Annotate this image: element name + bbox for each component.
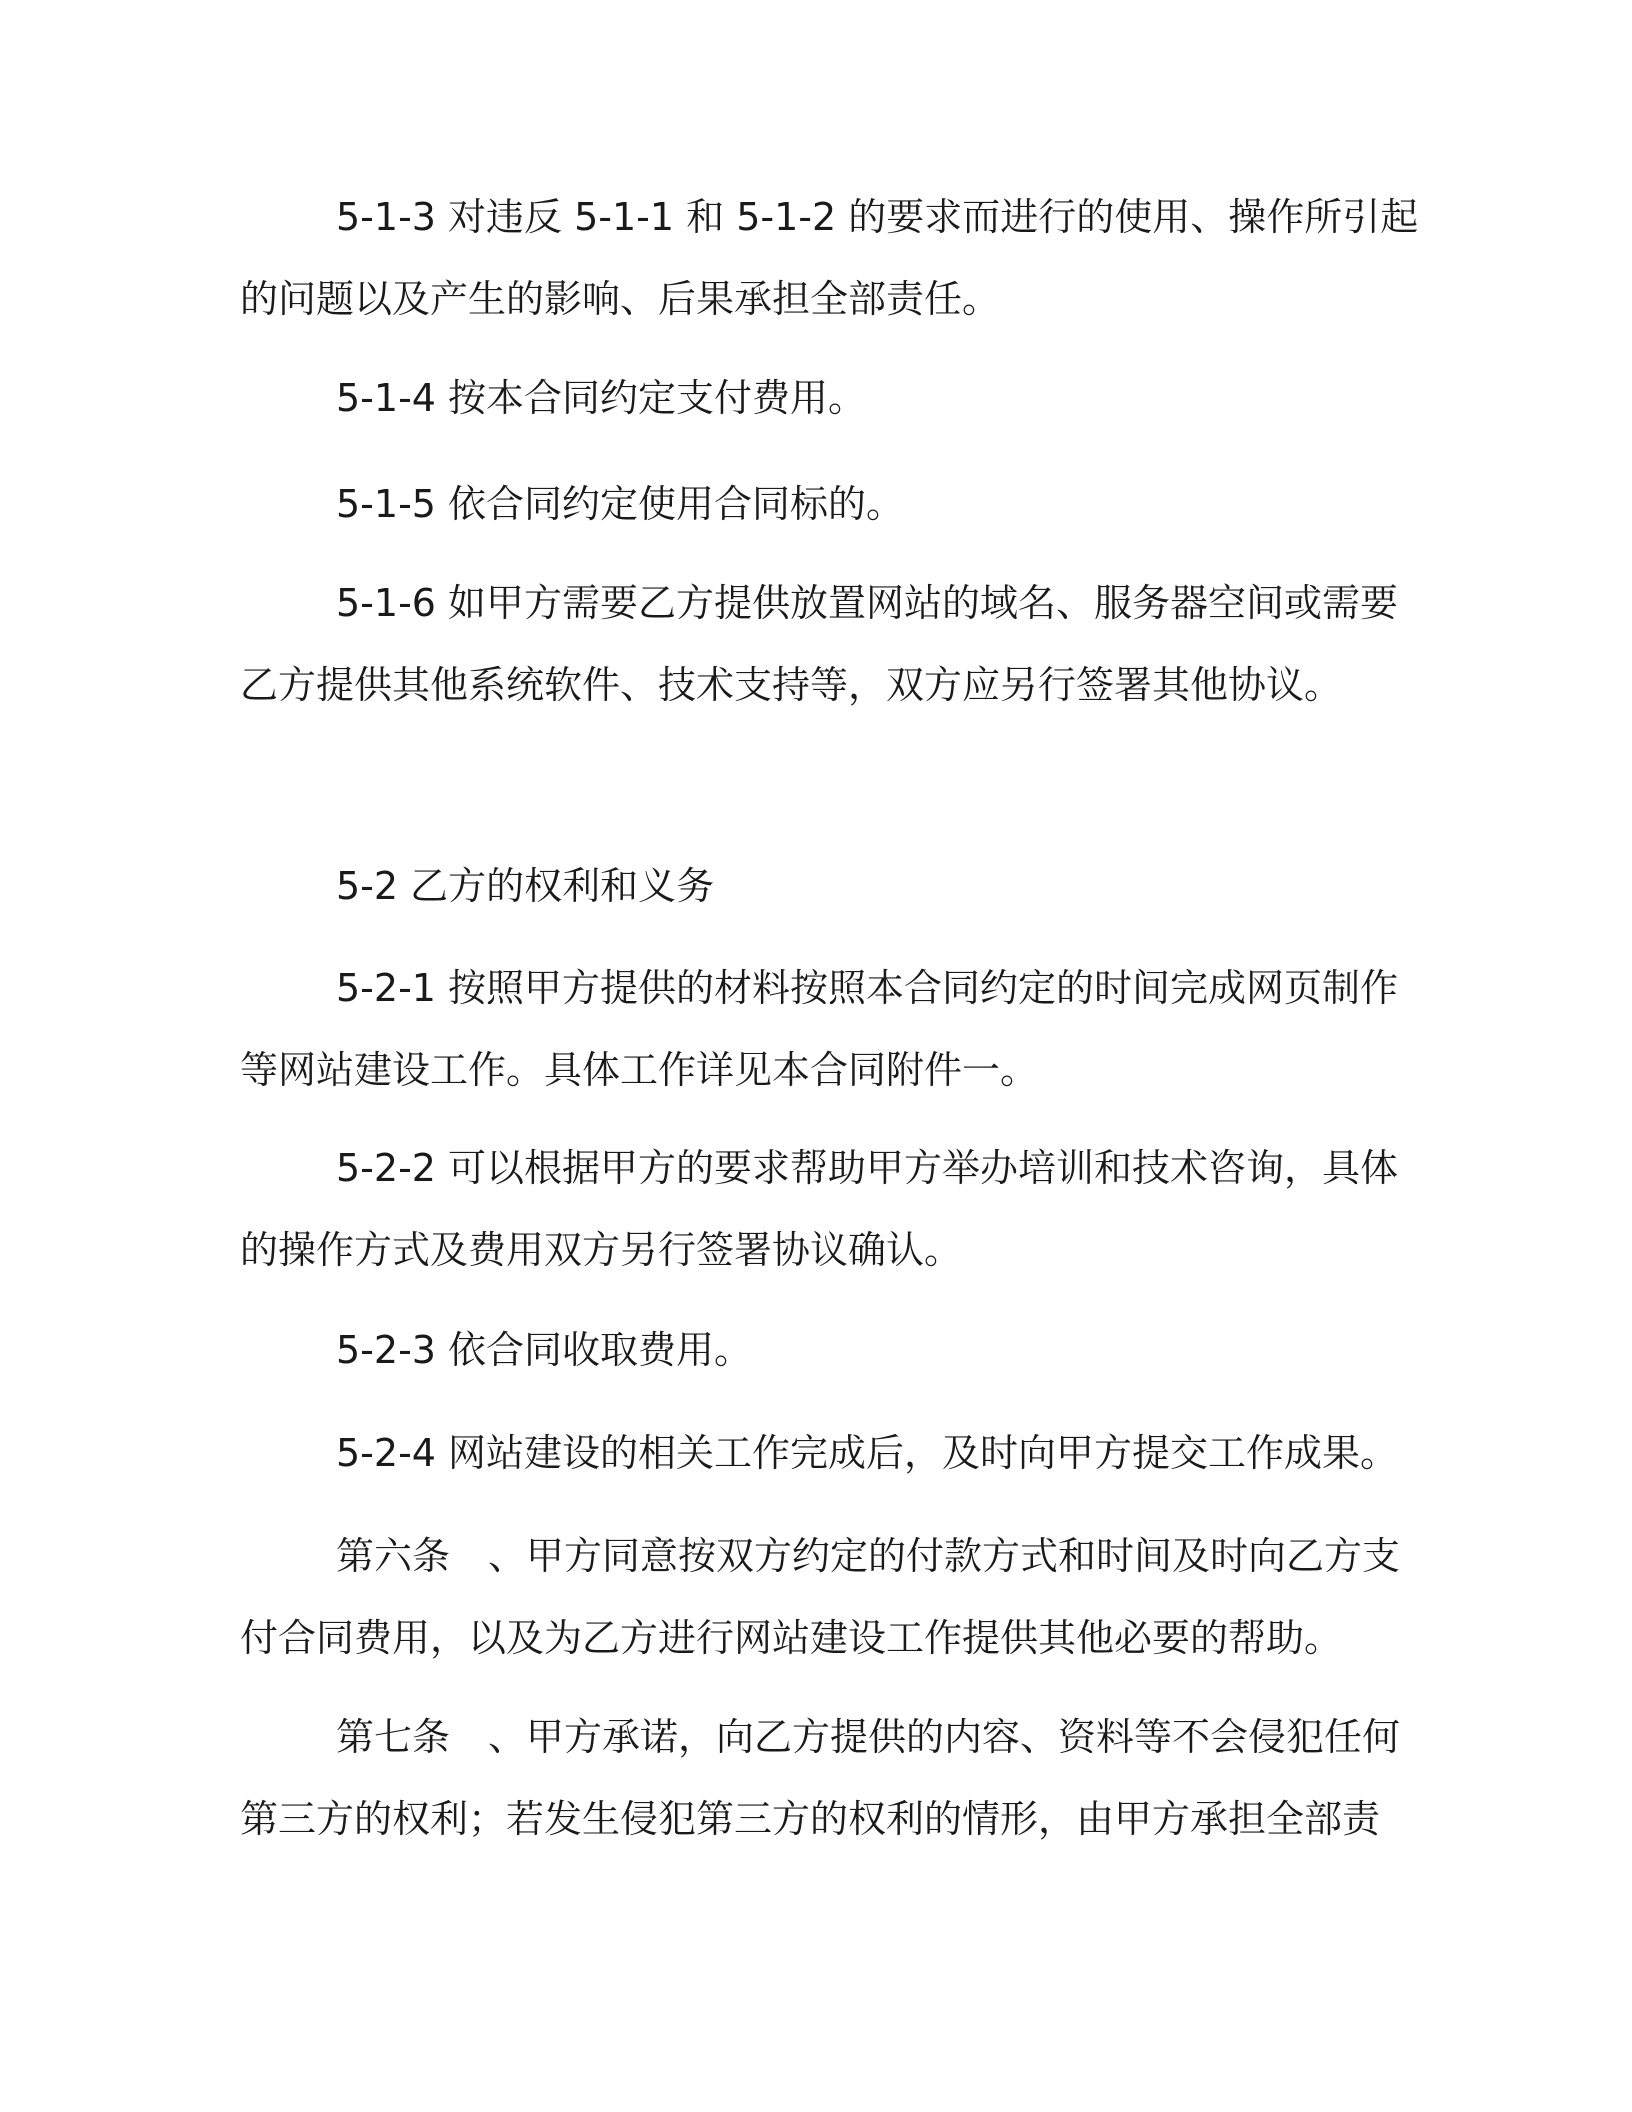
paragraph-line: 5-1-5 依合同约定使用合同标的。 (336, 482, 905, 526)
paragraph-5-1-3 (240, 176, 1419, 340)
paragraph-line: 5-1-6 如甲方需要乙方提供放置网站的域名、服务器空间或需要 (336, 581, 1399, 625)
article-seven (240, 1696, 1401, 1860)
paragraph-5-2-3 (240, 1309, 1380, 1391)
paragraph-line: 的问题以及产生的影响、后果承担全部责任。 (240, 277, 1001, 321)
section-heading-5-2 (240, 845, 1380, 927)
paragraph-line: 第六条 、甲方同意按双方约定的付款方式和时间及时向乙方支 (336, 1534, 1401, 1578)
paragraph-5-1-6 (240, 562, 1399, 726)
paragraph-5-1-4 (240, 357, 1380, 439)
paragraph-line: 付合同费用，以及为乙方进行网站建设工作提供其他必要的帮助。 (240, 1616, 1343, 1660)
paragraph-line: 等网站建设工作。具体工作详见本合同附件一。 (240, 1048, 1039, 1092)
paragraph-line: 第三方的权利；若发生侵犯第三方的权利的情形，由甲方承担全部责 (240, 1797, 1381, 1841)
paragraph-line: 5-1-3 对违反 5-1-1 和 5-1-2 的要求而进行的使用、操作所引起 (336, 195, 1419, 239)
paragraph-5-2-2 (240, 1127, 1399, 1291)
section-heading: 5-2 乙方的权利和义务 (336, 864, 715, 908)
paragraph-line: 第七条 、甲方承诺，向乙方提供的内容、资料等不会侵犯任何 (336, 1715, 1401, 1759)
paragraph-line: 5-2-2 可以根据甲方的要求帮助甲方举办培训和技术咨询，具体 (336, 1146, 1399, 1190)
paragraph-line: 的操作方式及费用双方另行签署协议确认。 (240, 1228, 963, 1272)
paragraph-line: 5-2-4 网站建设的相关工作完成后，及时向甲方提交工作成果。 (336, 1431, 1399, 1475)
paragraph-5-2-4 (240, 1412, 1399, 1494)
paragraph-5-1-5 (240, 463, 1380, 545)
article-six (240, 1515, 1401, 1679)
paragraph-line: 5-2-3 依合同收取费用。 (336, 1328, 753, 1372)
paragraph-line: 5-1-4 按本合同约定支付费用。 (336, 376, 867, 420)
paragraph-5-2-1 (240, 947, 1399, 1111)
paragraph-line: 乙方提供其他系统软件、技术支持等，双方应另行签署其他协议。 (240, 663, 1343, 707)
paragraph-line: 5-2-1 按照甲方提供的材料按照本合同约定的时间完成网页制作 (336, 966, 1399, 1010)
